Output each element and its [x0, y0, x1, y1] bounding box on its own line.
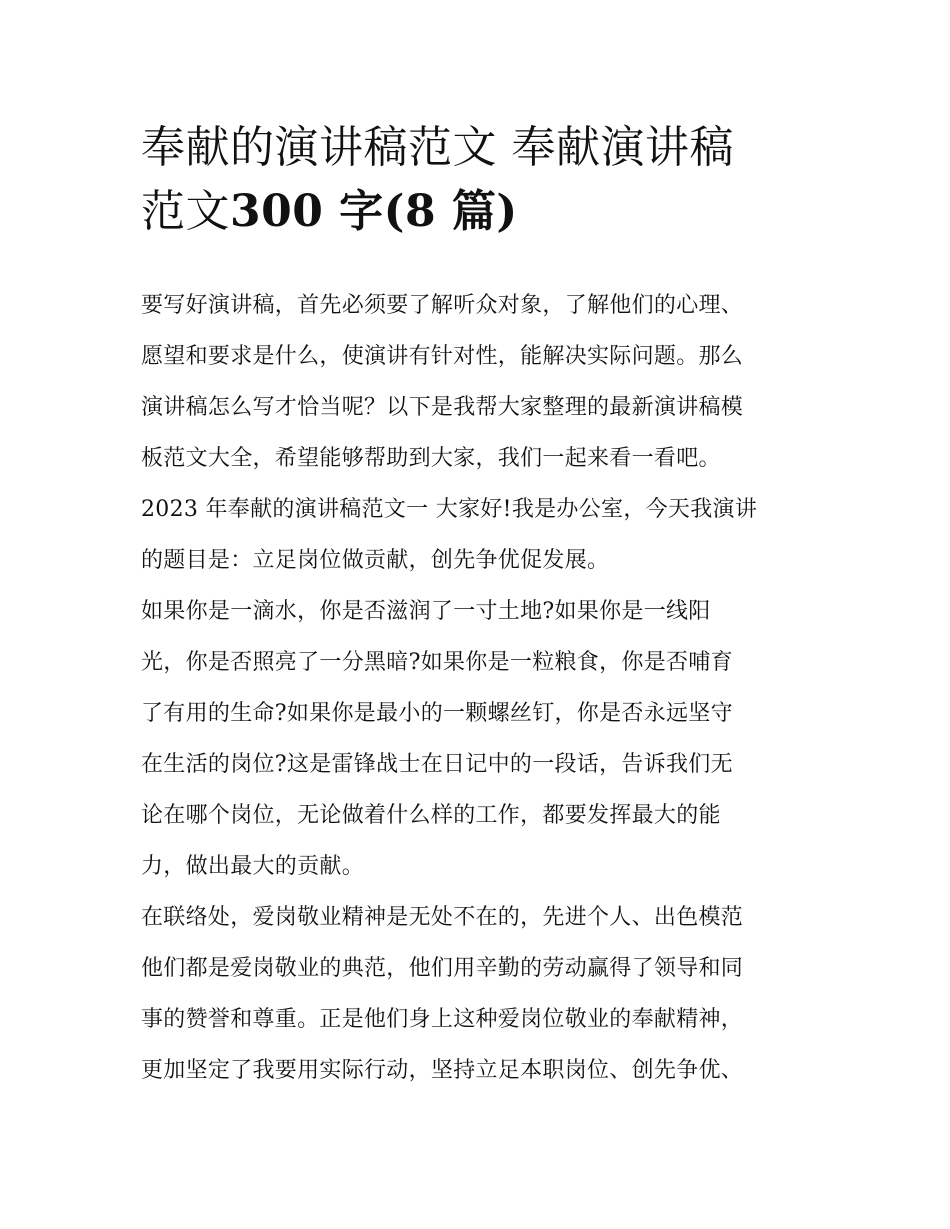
text-line: 论在哪个岗位，无论做着什么样的工作，都要发挥最大的能 — [141, 803, 721, 828]
title-line-2 — [141, 180, 821, 244]
text-line: 2023 年奉献的演讲稿范文一 大家好!我是办公室，今天我演讲 — [141, 497, 758, 522]
text-line: 他们都是爱岗敬业的典范，他们用辛勤的劳动赢得了领导和同 — [141, 956, 744, 981]
title-number: 300 — [230, 186, 324, 237]
text-line: 演讲稿怎么写才恰当呢？以下是我帮大家整理的最新演讲稿模 — [141, 395, 744, 420]
title-line-1: 奉献的演讲稿范文 奉献演讲稿 — [141, 122, 734, 173]
paragraph-lei-feng — [141, 586, 831, 892]
paragraph-intro — [141, 280, 831, 484]
document-body — [141, 280, 831, 1096]
title-suffix: 字(8 篇) — [323, 186, 518, 237]
text-line: 在生活的岗位?这是雷锋战士在日记中的一段话，告诉我们无 — [141, 752, 733, 777]
text-line: 愿望和要求是什么，使演讲有针对性，能解决实际问题。那么 — [141, 344, 744, 369]
text-line: 在联络处，爱岗敬业精神是无处不在的，先进个人、出色模范 — [141, 905, 744, 930]
text-line: 如果你是一滴水，你是否滋润了一寸土地?如果你是一线阳 — [141, 599, 711, 624]
paragraph-speech-opening — [141, 484, 831, 586]
text-line: 事的赞誉和尊重。正是他们身上这种爱岗位敬业的奉献精神， — [141, 1007, 744, 1032]
text-line: 光，你是否照亮了一分黑暗?如果你是一粒粮食，你是否哺育 — [141, 650, 733, 675]
text-line: 的题目是：立足岗位做贡献，创先争优促发展。 — [141, 548, 610, 573]
text-line: 力，做出最大的贡献。 — [141, 854, 365, 879]
document-title — [141, 116, 821, 244]
text-line: 要写好演讲稿，首先必须要了解听众对象，了解他们的心理、 — [141, 293, 744, 318]
text-line: 了有用的生命?如果你是最小的一颗螺丝钉，你是否永远坚守 — [141, 701, 733, 726]
text-line: 更加坚定了我要用实际行动，坚持立足本职岗位、创先争优、 — [141, 1058, 744, 1083]
title-fanwen: 范文 — [141, 186, 230, 237]
text-line: 板范文大全，希望能够帮助到大家，我们一起来看一看吧。 — [141, 446, 721, 471]
paragraph-liaison-office — [141, 892, 831, 1096]
